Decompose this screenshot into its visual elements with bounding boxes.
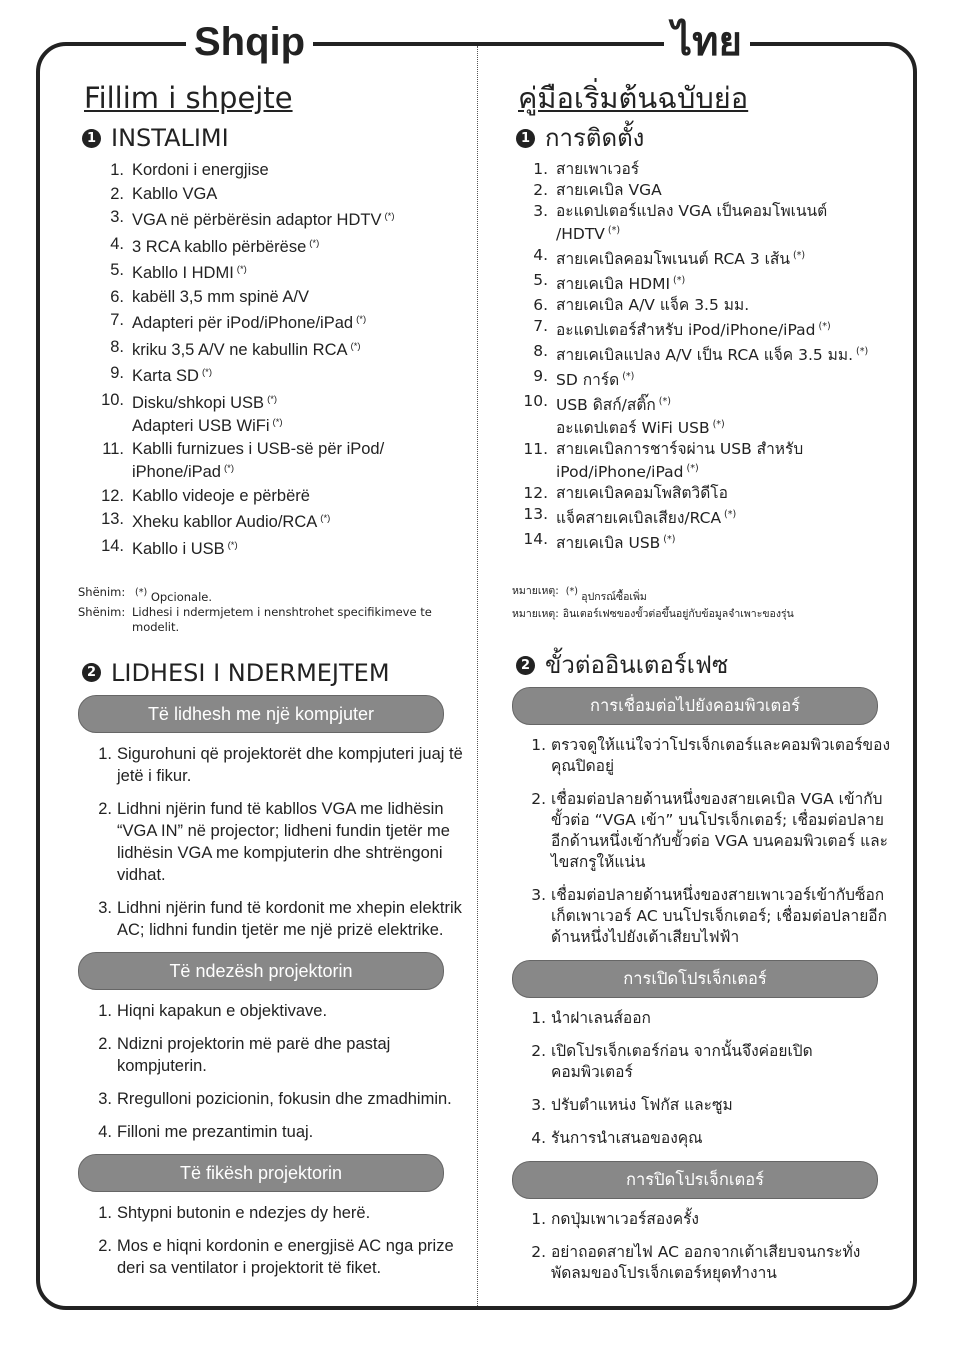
step-list <box>78 1000 468 1143</box>
step-item: 4. Filloni me prezantimin tuaj. <box>98 1122 314 1141</box>
language-heading-albanian: Shqip <box>186 14 313 70</box>
section-installation-heading <box>516 122 892 154</box>
section-number-badge: 2 <box>516 656 535 675</box>
step-item: 1. กดปุ่มเพาเวอร์สองครั้ง <box>531 1210 699 1228</box>
step-list <box>512 1008 892 1149</box>
list-item: 5. สายเคเบิล HDMI (*) <box>533 271 686 293</box>
step-item: 2. Mos e hiqni kordonin e energjisë AC nga prize deri sa ventilator i projektorit të fiket. <box>98 1236 454 1277</box>
section-number-badge: 2 <box>82 663 101 682</box>
thai-column <box>512 74 892 1296</box>
list-item: 4. 3 RCA kabllo përbërëse (*) <box>110 234 320 256</box>
language-heading-thai: ไทย <box>664 14 750 70</box>
subsection-connect-computer: Të lidhesh me një kompjuter <box>78 695 444 733</box>
step-list <box>512 1209 892 1284</box>
page-title: Fillim i shpejte <box>84 81 293 115</box>
section-installation-heading <box>82 122 468 154</box>
step-item: 1. Shtypni butonin e ndezjes dy herë. <box>98 1203 371 1222</box>
list-item: 12. Kabllo videoje e përbërë <box>101 486 310 505</box>
step-item: 2. เปิดโปรเจ็กเตอร์ก่อน จากนั้นจึงค่อยเปิดคอมพิวเตอร์ <box>531 1042 813 1081</box>
step-list <box>78 743 468 941</box>
package-item-list <box>78 160 468 559</box>
list-item: 3. อะแดปเตอร์แปลง VGA เป็นคอมโพเนนต์ /HDTV (*) <box>533 202 828 243</box>
step-item: 2. Lidhni njërin fund të kabllos VGA me lidhësin “VGA IN” në projector; lidheni fundin tjetër me lidhësin VGA me kompjuterin dhe shtrëngoni vidhat. <box>98 799 450 884</box>
notes <box>512 583 892 623</box>
list-item: 1. สายเพาเวอร์ <box>533 160 640 178</box>
notes <box>78 585 468 635</box>
note-row: Shënim: (*) Opcionale. <box>78 584 212 604</box>
subsection-power-on: การเปิดโปรเจ็กเตอร์ <box>512 960 878 998</box>
section-heading-text: LIDHESI I NDERMEJTEM <box>111 658 390 687</box>
column-divider <box>477 46 478 1306</box>
list-item: 11. สายเคเบิลการชาร์จผ่าน USB สำหรับ iPod/iPhone/iPad (*) <box>523 440 804 481</box>
list-item: 10. Disku/shkopi USB (*) Adapteri USB WiFi (*) <box>101 390 283 435</box>
list-item: 9. Karta SD (*) <box>110 364 212 385</box>
subsection-connect-computer: การเชื่อมต่อไปยังคอมพิวเตอร์ <box>512 687 878 725</box>
step-item: 2. Ndizni projektorin më parë dhe pastaj kompjuterin. <box>98 1034 391 1075</box>
subsection-power-off: การปิดโปรเจ็กเตอร์ <box>512 1161 878 1199</box>
list-item: 4. สายเคเบิลคอมโพเนนต์ RCA 3 เส้น (*) <box>533 246 806 268</box>
note-row: หมายเหตุ: อินเตอร์เฟซของขั้วต่อขึ้นอยู่กับข้อมูลจำเพาะของรุ่น <box>512 608 794 620</box>
list-item: 3. VGA në përbërësin adaptor HDTV (*) <box>110 208 395 229</box>
step-item: 3. Rregulloni pozicionin, fokusin dhe zmadhimin. <box>98 1089 452 1108</box>
section-heading-text: การติดตั้ง <box>545 124 645 152</box>
subsection-power-on: Të ndezësh projektorin <box>78 952 444 990</box>
note-row: Shënim: Lidhesi i ndermjetem i nenshtrohet specifikimeve te modelit. <box>78 604 432 634</box>
list-item: 13. Xheku kabllor Audio/RCA (*) <box>101 510 331 531</box>
section-heading-text: ขั้วต่ออินเตอร์เฟซ <box>545 651 729 679</box>
list-item: 7. Adapteri për iPod/iPhone/iPad (*) <box>110 311 367 332</box>
step-item: 3. เชื่อมต่อปลายด้านหนึ่งของสายเพาเวอร์เข้ากับซ็อกเก็ตเพาเวอร์ AC บนโปรเจ็กเตอร์; เชื่อมต่อปลายอีกด้านหนึ่งไปยังเต้าเสียบไฟฟ้า <box>531 886 887 946</box>
albanian-column <box>78 74 468 1290</box>
step-list <box>78 1202 468 1279</box>
list-item: 13. แจ็คสายเคเบิลเสียง/RCA (*) <box>523 505 737 527</box>
list-item: 11. Kablli furnizues i USB-së për iPod/ iPhone/iPad (*) <box>102 440 385 481</box>
list-item: 9. SD การ์ด (*) <box>533 367 635 389</box>
step-item: 2. เชื่อมต่อปลายด้านหนึ่งของสายเคเบิล VGA เข้ากับขั้วต่อ “VGA เข้า” บนโปรเจ็กเตอร์; เชื่อมต่อปลายอีกด้านหนึ่งเข้ากับขั้วต่อ VGA บนคอมพิวเตอร์ และไขสกรูให้แน่น <box>531 790 888 871</box>
section-connection-heading <box>82 657 468 689</box>
list-item: 6. สายเคเบิล A/V แจ็ค 3.5 มม. <box>533 296 750 314</box>
step-item: 1. นำฝาเลนส์ออก <box>531 1009 651 1027</box>
section-number-badge: 1 <box>516 129 535 148</box>
step-item: 4. รันการนำเสนอของคุณ <box>531 1129 703 1147</box>
list-item: 2. Kabllo VGA <box>110 184 218 203</box>
list-item: 6. kabëll 3,5 mm spinë A/V <box>110 287 310 306</box>
step-item: 1. ตรวจดูให้แน่ใจว่าโปรเจ็กเตอร์และคอมพิวเตอร์ของคุณปิดอยู่ <box>531 736 891 775</box>
note-row: หมายเหตุ: (*) อุปกรณ์ซื้อเพิ่ม <box>512 585 647 603</box>
list-item: 8. kriku 3,5 A/V ne kabullin RCA (*) <box>110 337 361 359</box>
list-item: 1. Kordoni i energjise <box>110 161 269 179</box>
list-item: 2. สายเคเบิล VGA <box>533 181 662 199</box>
page-title: คู่มือเริ่มต้นฉบับย่อ <box>518 81 749 115</box>
list-item: 5. Kabllo I HDMI (*) <box>110 261 247 282</box>
step-list <box>512 735 892 948</box>
connection-section <box>512 649 892 1284</box>
list-item: 8. สายเคเบิลแปลง A/V เป็น RCA แจ็ค 3.5 มม. (*) <box>533 342 869 364</box>
step-item: 1. Sigurohuni që projektorët dhe kompjuteri juaj të jetë i fikur. <box>98 744 463 785</box>
section-connection-heading <box>516 649 892 681</box>
subsection-power-off: Të fikësh projektorin <box>78 1154 444 1192</box>
list-item: 14. สายเคเบิล USB (*) <box>523 530 676 552</box>
list-item: 7. อะแดปเตอร์สำหรับ iPod/iPhone/iPad (*) <box>533 317 831 339</box>
list-item: 10. USB ดิสก์/สติ๊ก (*) อะแดปเตอร์ WiFi USB (*) <box>523 392 725 437</box>
step-item: 3. ปรับตำแหน่ง โฟกัส และซูม <box>531 1096 733 1114</box>
section-number-badge: 1 <box>82 129 101 148</box>
list-item: 14. Kabllo i USB (*) <box>101 536 238 558</box>
section-heading-text: INSTALIMI <box>111 124 229 152</box>
step-item: 1. Hiqni kapakun e objektivave. <box>98 1001 328 1020</box>
list-item: 12. สายเคเบิลคอมโพสิตวิดีโอ <box>523 484 728 502</box>
step-item: 3. Lidhni njërin fund të kordonit me xhepin elektrik AC; lidhni fundin tjetër me një prizë elektrike. <box>98 898 462 939</box>
connection-section <box>78 657 468 1279</box>
package-item-list <box>512 160 892 553</box>
step-item: 2. อย่าถอดสายไฟ AC ออกจากเต้าเสียบจนกระทั่งพัดลมของโปรเจ็กเตอร์หยุดทำงาน <box>531 1243 861 1282</box>
